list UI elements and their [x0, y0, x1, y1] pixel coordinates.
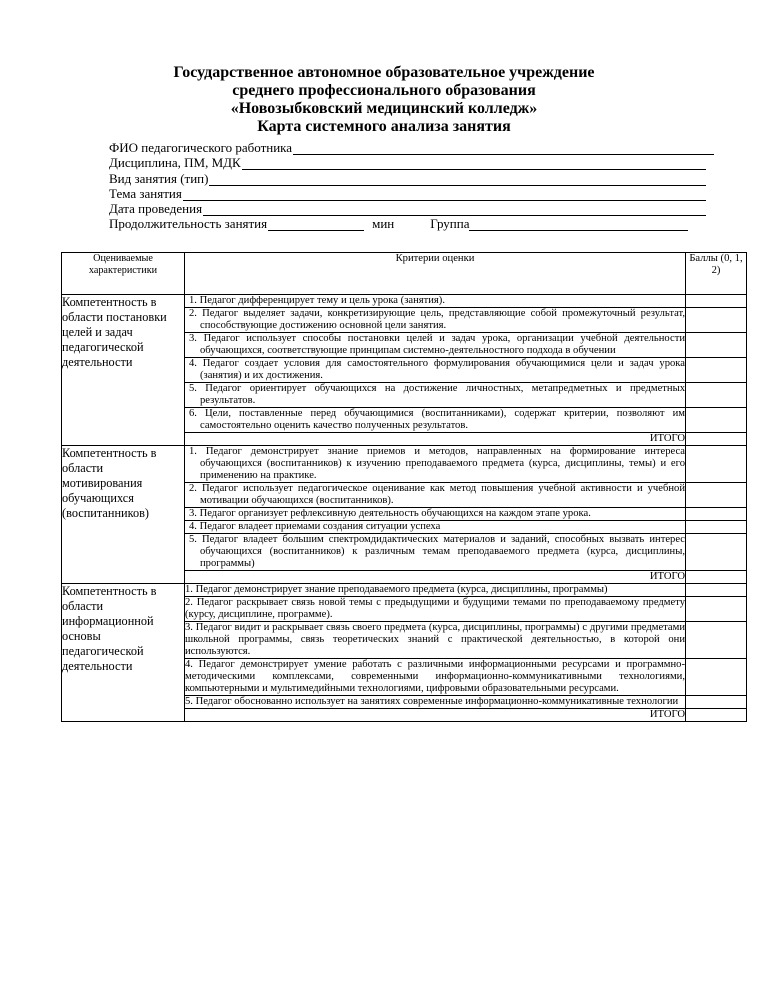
- criterion-cell: 2. Педагог выделяет задачи, конкретизирующие цель, представляющие собой промежуточный результат, способствующие достижению основной цели занятия.: [185, 308, 686, 333]
- criterion-cell: 3. Педагог организует рефлексивную деятельность обучающихся на каждом этапе урока.: [185, 508, 686, 521]
- header-characteristics: Оцениваемые характеристики: [62, 253, 185, 295]
- teacher-line[interactable]: [293, 142, 714, 155]
- score-cell[interactable]: [686, 295, 747, 308]
- score-cell[interactable]: [686, 508, 747, 521]
- discipline-label: Дисциплина, ПМ, МДК: [109, 155, 241, 171]
- table-row: [62, 446, 747, 483]
- score-cell[interactable]: [686, 534, 747, 571]
- score-cell[interactable]: [686, 521, 747, 534]
- header-criteria: Критерии оценки: [185, 253, 686, 295]
- header-line-1: Государственное автономное образовательное учреждение: [173, 64, 595, 81]
- total-row: [62, 709, 747, 722]
- duration-label: Продолжительность занятия: [109, 216, 268, 232]
- table-row: [62, 584, 747, 597]
- criterion-cell: 5. Педагог владеет большим спектромдидактических материалов и заданий, способных вызвать интерес обучающихся (воспитанников) к различным темам преподаваемого предмета (курса, дисциплины, программы): [185, 534, 686, 571]
- score-cell[interactable]: [686, 383, 747, 408]
- score-cell[interactable]: [686, 622, 747, 659]
- topic-line[interactable]: [183, 188, 706, 201]
- score-cell[interactable]: [686, 333, 747, 358]
- total-label: ИТОГО: [185, 709, 686, 722]
- table-header-row: [62, 253, 747, 295]
- total-score-cell[interactable]: [686, 709, 747, 722]
- document-header: [0, 64, 768, 136]
- score-cell[interactable]: [686, 584, 747, 597]
- document-title: Карта системного анализа занятия: [257, 118, 511, 135]
- section-title: Компетентность в области постановки целей и задач педагогической деятельности: [62, 295, 185, 446]
- section-title: Компетентность в области мотивирования обучающихся (воспитанников): [62, 446, 185, 584]
- empty-cell: [62, 709, 185, 722]
- criterion-cell: 2. Педагог раскрывает связь новой темы с предыдущими и будущими темами по преподаваемому предмету (курсу, дисциплине, программе).: [185, 597, 685, 620]
- score-cell[interactable]: [686, 659, 747, 696]
- score-cell[interactable]: [686, 696, 747, 709]
- header-points: Баллы (0, 1, 2): [686, 253, 747, 295]
- date-label: Дата проведения: [109, 200, 203, 216]
- section-title: Компетентность в области информационной основы педагогической деятельности: [62, 584, 185, 709]
- criterion-cell: 2. Педагог использует педагогическое оценивание как метод повышения учебной активности и учебной мотивации обучающихся (воспитанников).: [185, 483, 686, 508]
- group-line[interactable]: [469, 218, 688, 231]
- total-label: ИТОГО: [185, 571, 686, 584]
- criterion-cell: 4. Педагог владеет приемами создания ситуации успеха: [185, 521, 686, 534]
- lesson-type-label: Вид занятия (тип): [109, 170, 209, 186]
- score-cell[interactable]: [686, 483, 747, 508]
- criterion-cell: 1. Педагог демонстрирует знание приемов и методов, направленных на формирование интереса обучающихся (воспитанников) к изучению преподаваемого предмета (курса, дисциплины, темы) и его применению на практике.: [185, 446, 686, 483]
- criterion-cell: 3. Педагог использует способы постановки целей и задач урока, организации учебной деятельности обучающихся, соответствующие принципам системно-деятельностного подхода в обучении: [185, 333, 686, 358]
- criterion-cell: 5. Педагог ориентирует обучающихся на достижение личностных, метапредметных и предметных результатов.: [185, 383, 686, 408]
- lesson-type-line[interactable]: [209, 173, 706, 186]
- duration-field[interactable]: [109, 216, 714, 231]
- total-score-cell[interactable]: [686, 571, 747, 584]
- teacher-field[interactable]: [109, 140, 714, 155]
- criterion-cell: 6. Цели, поставленные перед обучающимися (воспитанниками), содержат критерии, позволяют им самостоятельно оценить качество полученных результатов.: [185, 408, 686, 433]
- criterion-cell: 4. Педагог демонстрирует умение работать с различными информационными ресурсами и программно-методическими комплексами, современными информационно-коммуникативными технологиями, компьютерными и мультимедийными технологиями, цифровыми образовательными ресурсами.: [185, 659, 685, 694]
- criteria-table: [61, 252, 747, 722]
- criterion-cell: 4. Педагог создает условия для самостоятельного формулирования обучающимися цели и задач урока (занятия) и их достижения.: [185, 358, 686, 383]
- total-score-cell[interactable]: [686, 433, 747, 446]
- teacher-label: ФИО педагогического работника: [109, 140, 293, 156]
- score-cell[interactable]: [686, 446, 747, 483]
- topic-label: Тема занятия: [109, 185, 182, 201]
- score-cell[interactable]: [686, 408, 747, 433]
- criterion-cell: 5. Педагог обоснованно использует на занятиях современные информационно-коммуникативные технологии: [185, 696, 686, 709]
- lesson-type-field[interactable]: [109, 170, 714, 185]
- score-cell[interactable]: [686, 597, 747, 622]
- total-label: ИТОГО: [185, 433, 686, 446]
- header-line-3: «Новозыбковский медицинский колледж»: [230, 100, 538, 117]
- score-cell[interactable]: [686, 358, 747, 383]
- score-cell[interactable]: [686, 308, 747, 333]
- criterion-cell: 1. Педагог демонстрирует знание преподаваемого предмета (курса, дисциплины, программы): [185, 584, 686, 597]
- group-label: Группа: [430, 216, 470, 232]
- info-block: [109, 140, 714, 231]
- minutes-label: мин: [372, 216, 395, 232]
- discipline-line[interactable]: [242, 157, 706, 170]
- duration-line[interactable]: [268, 218, 364, 231]
- date-field[interactable]: [109, 201, 714, 216]
- date-line[interactable]: [203, 203, 706, 216]
- table-row: [62, 295, 747, 308]
- criterion-cell: 3. Педагог видит и раскрывает связь своего предмета (курса, дисциплины, программы) с другими предметами школьной программы, связь теоретических знаний с практической деятельностью, в которой они используются.: [185, 622, 685, 657]
- discipline-field[interactable]: [109, 155, 714, 170]
- header-line-2: среднего профессионального образования: [232, 82, 536, 99]
- topic-field[interactable]: [109, 186, 714, 201]
- criterion-cell: 1. Педагог дифференцирует тему и цель урока (занятия).: [185, 295, 686, 308]
